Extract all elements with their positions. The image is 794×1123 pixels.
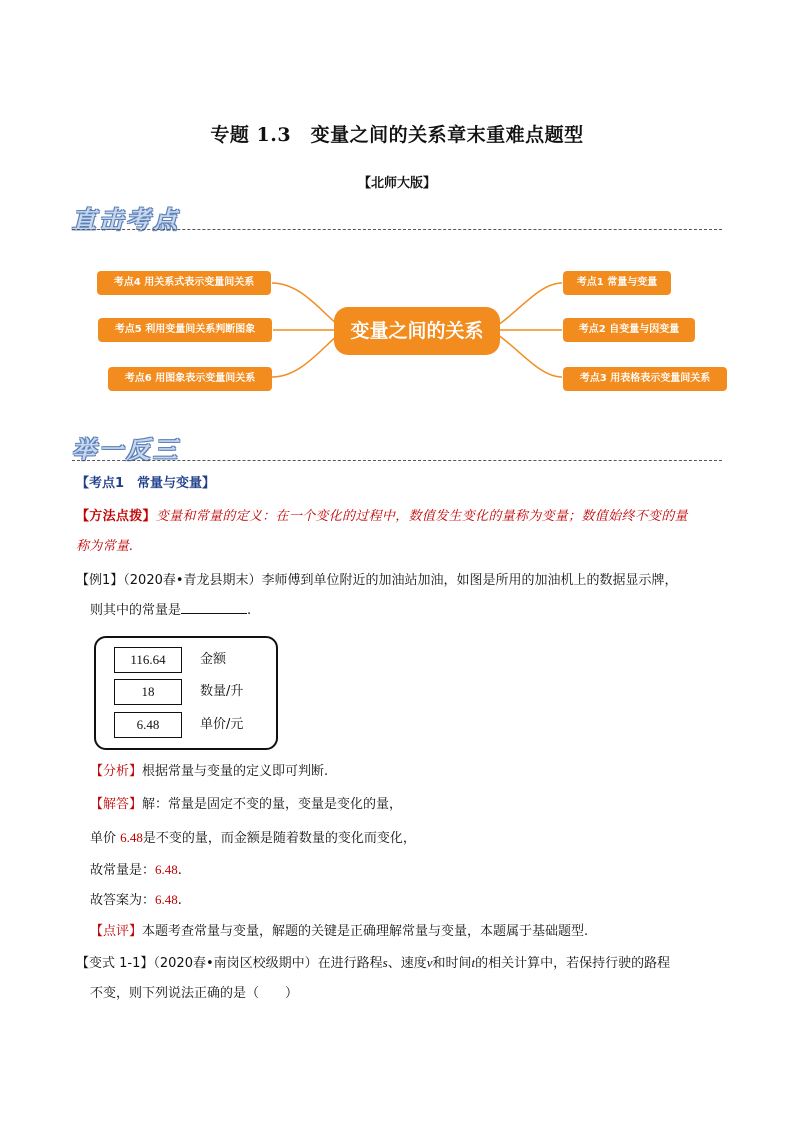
variant-symbol-s: s	[382, 955, 388, 970]
example1-tag: 【例1】	[76, 573, 124, 588]
section-heading-examples: 举一反三	[72, 436, 180, 464]
mindmap-center-node: 变量之间的关系	[334, 307, 500, 355]
solution-tag: 【解答】	[90, 797, 143, 812]
variant-1-1	[76, 948, 736, 1009]
solution-text-2a: 单价	[90, 831, 117, 846]
fuel-pump-display	[94, 636, 278, 750]
display-quantity-label: 数量/升	[200, 684, 244, 699]
display-amount-value: 116.64	[114, 647, 182, 673]
section-divider	[72, 229, 722, 230]
variant-line2: 不变，则下列说法正确的是（ ）	[90, 986, 299, 1001]
method-line2: 称为常量.	[76, 539, 134, 554]
solution-value-4: 6.48	[155, 892, 178, 907]
display-price-value: 6.48	[114, 712, 182, 738]
section-heading-key-points: 直击考点	[72, 206, 180, 234]
solution-text-2b: 是不变的量，而金额是随着数量的变化而变化，	[142, 831, 416, 846]
mindmap-node-topic2: 考点2 自变量与因变量	[563, 318, 695, 342]
solution-line2	[90, 828, 416, 849]
example1-line1: （2020春•青龙县期末）李师傅到单位附近的加油站加油，如图是所用的加油机上的数据显示牌，	[123, 573, 678, 588]
display-quantity-value: 18	[114, 679, 182, 705]
solution-text-4a: 故答案为：	[90, 893, 156, 908]
display-price-label: 单价/元	[200, 717, 244, 732]
mindmap-node-topic5: 考点5 利用变量间关系判断图象	[98, 318, 272, 342]
topic1-label: 【考点1 常量与变量】	[76, 476, 216, 491]
solution-line3	[90, 860, 182, 881]
analysis-tag: 【分析】	[90, 764, 143, 779]
comment-text: 本题考查常量与变量，解题的关键是正确理解常量与变量，本题属于基础题型.	[142, 924, 589, 939]
solution-text-3b: .	[177, 863, 182, 878]
method-tip	[76, 502, 736, 562]
solution-text-3a: 故常量是：	[90, 863, 156, 878]
variant-text-2: 、速度	[387, 956, 427, 971]
mindmap-node-topic1: 考点1 常量与变量	[563, 271, 671, 295]
variant-symbol-t: t	[471, 955, 476, 970]
mindmap-node-topic4: 考点4 用关系式表示变量间关系	[97, 271, 271, 295]
variant-tag: 【变式 1-1】	[76, 956, 154, 971]
analysis	[90, 762, 328, 782]
comment	[90, 922, 588, 942]
display-amount-label: 金额	[200, 652, 227, 667]
solution-value-2: 6.48	[120, 830, 143, 845]
example1-line2: 则其中的常量是	[90, 603, 182, 618]
variant-text-1: （2020春•南岗区校级期中）在进行路程	[153, 956, 383, 971]
mindmap-node-topic6: 考点6 用图象表示变量间关系	[108, 367, 272, 391]
example1-period: .	[247, 603, 252, 618]
page-title: 专题 1.3 变量之间的关系章末重难点题型	[210, 124, 584, 146]
method-line1: 变量和常量的定义：在一个变化的过程中，数值发生变化的量称为变量；数值始终不变的量	[155, 509, 688, 524]
variant-text-3: 和时间	[432, 956, 472, 971]
solution-line1	[90, 795, 402, 815]
solution-line4	[90, 890, 182, 911]
solution-value-3: 6.48	[155, 862, 178, 877]
answer-blank	[181, 599, 247, 614]
analysis-text: 根据常量与变量的定义即可判断.	[142, 764, 329, 779]
method-tag: 【方法点拨】	[76, 509, 156, 524]
solution-text-4b: .	[177, 893, 182, 908]
section-divider	[72, 460, 722, 461]
mindmap-node-topic3: 考点3 用表格表示变量间关系	[563, 367, 727, 391]
variant-text-4: 的相关计算中，若保持行驶的路程	[475, 956, 671, 971]
edition-label: 【北师大版】	[357, 176, 436, 191]
example1	[76, 566, 736, 626]
solution-text-1: 解：常量是固定不变的量，变量是变化的量，	[142, 797, 403, 812]
variant-symbol-v: v	[426, 955, 433, 970]
comment-tag: 【点评】	[90, 924, 143, 939]
